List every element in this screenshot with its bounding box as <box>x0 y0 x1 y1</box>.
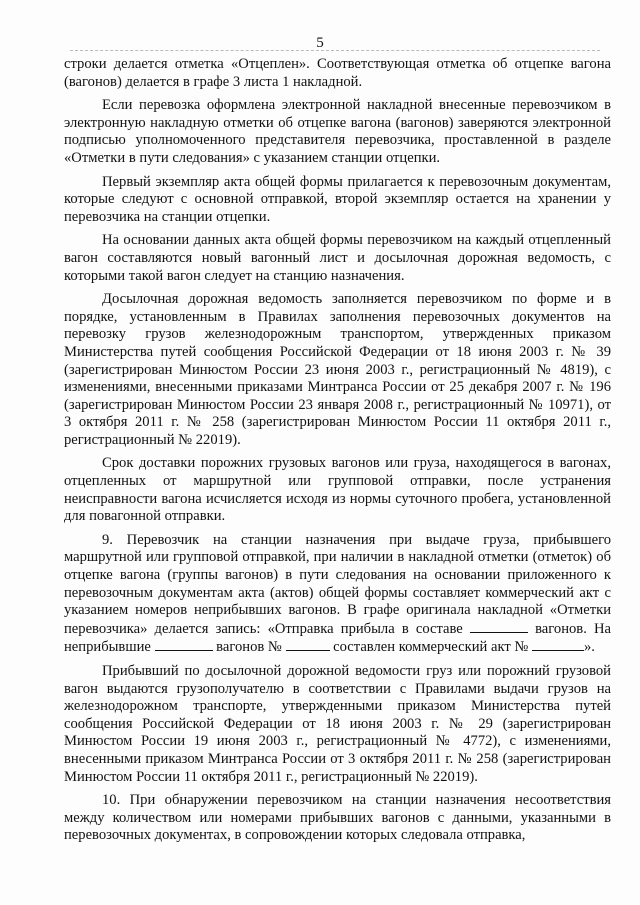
paragraph-first-copy: Первый экземпляр акта общей формы прилагается к перевозочным документам, которые следуют с основной отправкой, второй экземпляр остается на хранении у перевозчика на станции отцепки. <box>64 173 611 225</box>
p9-part2: вагонов. На неприбывшие <box>64 620 612 656</box>
paragraph-delivery-term: Срок доставки порожних грузовых вагонов или груза, находящегося в вагонах, отцепленных от маршрутной или групповой отправки, после устранения неисправности вагона исчисляется исходя из нормы суточного пробега, установленной для повагонной отправки. <box>64 455 611 525</box>
paragraph-new-wagon-sheet: На основании данных акта общей формы перевозчиком на каждый отцепленный вагон составляются новый вагонный лист и досылочная дорожная ведомость, с которыми такой вагон следует на станцию назначения. <box>64 232 611 284</box>
paragraph-forwarded-cargo: Прибывший по досылочной дорожной ведомости груз или порожний грузовой вагон выдаются грузополучателю в соответствии с Правилами выдачи грузов на железнодорожном транспорте, утвержденными приказом Министерства путей сообщения Российской Федерации от 18 июня 2003 г. № 29 (зарегистрирован Минюстом России 19 июня 2003 г., регистрационный № 4772), с изменениями, внесенными приказом Минтранса России от 3 октября 2011 г. № 258 (зарегистрирован Минюстом России 11 октября 2011 г., регистрационный № 22019). <box>64 663 611 785</box>
paragraph-electronic-waybill: Если перевозка оформлена электронной накладной внесенные перевозчиком в электронную накладную отметки об отцепке вагона (вагонов) заверяются электронной подписью уполномоченного представителя перевозчика, проставленной в разделе «Отметки в пути следования» с указанием станции отцепки. <box>64 97 611 166</box>
blank-field-act-number <box>532 638 584 651</box>
p9-part3: вагонов № <box>216 639 282 656</box>
blank-field-missing-count <box>155 638 213 651</box>
paragraph-continuation: строки делается отметка «Отцеплен». Соответствующая отметка об отцепке вагона (вагонов) делается в графе 3 листа 1 накладной. <box>64 56 611 90</box>
paragraph-forwarding-statement: Досылочная дорожная ведомость заполняется перевозчиком по форме и в порядке, установленным в Правилах заполнения перевозочных документов на перевозку грузов железнодорожным транспортом, утвержденных приказом Министерства путей сообщения Российской Федерации от 18 июня 2003 г. № 39 (зарегистрирован Минюстом России 23 июня 2003 г., регистрационный № 4819), с изменениями, внесенными приказами Минтранса России от 25 декабря 2007 г. № 196 (зарегистрирован Минюстом России 23 января 2008 г., регистрационный № 10971), от 3 октября 2011 г. № 258 (зарегистрирован Минюстом России 11 октября 2011 г., регистрационный № 22019). <box>64 291 611 448</box>
blank-field-wagon-number <box>286 638 330 651</box>
paragraph-9 <box>64 532 611 657</box>
document-body <box>64 56 611 851</box>
blank-field-wagon-count <box>470 620 528 633</box>
p9-text: 9. Перевозчик на станции назначения при выдаче груза, прибывшего маршрутной или групповой отправкой, при наличии в накладной отметки (отметок) об отцепке вагона (группы вагонов) в пути следования на основании приложенного к перевозочным документам акта (актов) общей формы составляет коммерческий акт с указанием номеров неприбывших вагонов. В графе оригинала накладной «Отметки перевозчика» делается запись: «Отправка прибыла в составе <box>64 531 611 637</box>
page-number: 5 <box>316 35 324 51</box>
p9-end: ». <box>583 639 595 656</box>
p9-part4: составлен коммерческий акт № <box>333 639 529 656</box>
paragraph-10: 10. При обнаружении перевозчиком на станции назначения несоответствия между количеством или номерами прибывших вагонов с данными, указанными в перевозочных документах, в сопровождении которых следовала отправка, <box>64 792 611 844</box>
